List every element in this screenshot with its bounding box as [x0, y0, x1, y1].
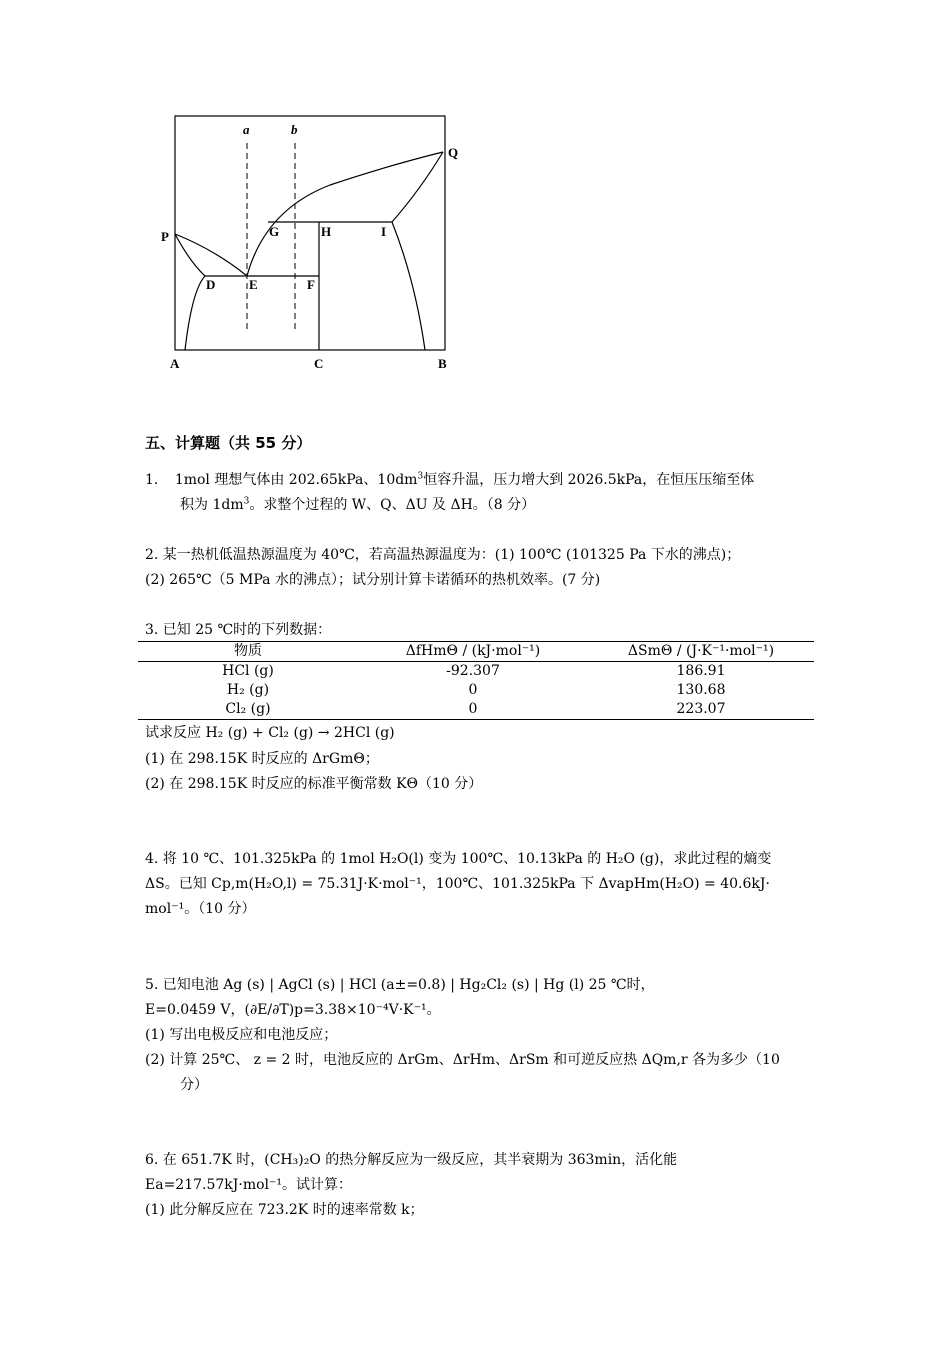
- q1-sup2: 3: [243, 496, 250, 507]
- q3-intro: 3. 已知 25 ℃时的下列数据：: [145, 622, 332, 638]
- table-header-cell: ΔSmΘ / (J·K⁻¹·mol⁻¹): [588, 642, 814, 662]
- table-row: [138, 681, 814, 700]
- q1-line2: [180, 496, 535, 514]
- table-cell: HCl (g): [222, 663, 274, 679]
- q1-number: 1.: [145, 472, 159, 488]
- q6-line1: 6. 在 651.7K 时，(CH₃)₂O 的热分解反应为一级反应，其半衰期为 363min，活化能: [145, 1152, 678, 1168]
- table-cell: 0: [468, 682, 478, 698]
- label-Q: Q: [448, 145, 459, 160]
- diagram-frame: [175, 116, 445, 350]
- label-F: F: [307, 277, 315, 292]
- table-cell: -92.307: [446, 663, 500, 679]
- curve-PE: [175, 234, 247, 276]
- q4-line1: 4. 将 10 ℃、101.325kPa 的 1mol H₂O(l) 变为 100℃、10.13kPa 的 H₂O (g)，求此过程的熵变: [145, 851, 772, 867]
- table-cell: 0: [358, 700, 588, 720]
- table-row: [138, 662, 814, 682]
- q6-line3: (1) 此分解反应在 723.2K 时的速率常数 k；: [145, 1202, 424, 1218]
- q1-text-part3: 积为 1dm: [180, 497, 244, 513]
- label-a: a: [243, 122, 250, 137]
- label-A: A: [170, 356, 180, 371]
- label-B: B: [438, 356, 447, 371]
- table-cell: 223.07: [588, 700, 814, 720]
- q3-part2: (2) 在 298.15K 时反应的标准平衡常数 KΘ（10 分）: [145, 776, 483, 792]
- q1-text-part2: 恒容升温，压力增大到 2026.5kPa，在恒压压缩至体: [423, 472, 755, 488]
- curve-QI: [392, 152, 443, 222]
- table-cell: Cl₂ (g): [138, 700, 358, 720]
- curve-EQ: [247, 152, 443, 276]
- q3-part1: (1) 在 298.15K 时反应的 ΔrGmΘ；: [145, 751, 379, 767]
- data-table: [138, 641, 814, 720]
- q5-line1: 5. 已知电池 Ag (s) | AgCl (s) | HCl (a±=0.8) | Hg₂Cl₂ (s) | Hg (l) 25 ℃时，: [145, 977, 655, 993]
- q2-line1: 2. 某一热机低温热源温度为 40℃，若高温热源温度为：(1) 100℃ (101325 Pa 下水的沸点)；: [145, 547, 741, 563]
- table-header-cell: ΔfHmΘ / (kJ·mol⁻¹): [358, 642, 588, 662]
- phase-diagram: [150, 105, 470, 385]
- table-header-cell: 物质: [138, 642, 358, 662]
- q5-line2: E=0.0459 V，(∂E/∂T)p=3.38×10⁻⁴V·K⁻¹。: [145, 1002, 441, 1018]
- q5-line4: (2) 计算 25℃、 z = 2 时，电池反应的 ΔrGm、ΔrHm、ΔrSm 和可逆反应热 ΔQm,r 各为多少（10: [145, 1052, 780, 1068]
- label-H: H: [321, 224, 332, 239]
- label-b: b: [291, 122, 298, 137]
- q4-line3: mol⁻¹。（10 分）: [145, 901, 256, 917]
- q4-line2: ΔS。已知 Cp,m(H₂O,l) = 75.31J·K·mol⁻¹，100℃、101.325kPa 下 ΔvapHm(H₂O) = 40.6kJ·: [145, 876, 770, 892]
- q5-line5: 分）: [180, 1077, 208, 1093]
- q1-line1: [145, 471, 754, 489]
- q2-line2: (2) 265℃（5 MPa 水的沸点）；试分别计算卡诺循环的热机效率。(7 分): [145, 572, 601, 588]
- table-row: [138, 700, 814, 720]
- table-cell: 186.91: [676, 663, 726, 679]
- table-cell: H₂ (g): [226, 682, 270, 698]
- label-I: I: [381, 224, 387, 239]
- q5-line3: (1) 写出电极反应和电池反应；: [145, 1027, 338, 1043]
- q3-reaction: 试求反应 H₂ (g) + Cl₂ (g) → 2HCl (g): [145, 725, 395, 741]
- table-header-row: [138, 642, 814, 662]
- label-D: D: [206, 277, 216, 292]
- q1-text-part4: 。求整个过程的 W、Q、ΔU 及 ΔH。（8 分）: [249, 497, 536, 513]
- section-title: 五、计算题（共 55 分）: [145, 434, 312, 452]
- label-P: P: [161, 229, 169, 244]
- curve-DA: [185, 276, 205, 350]
- q1-sup1: 3: [417, 471, 424, 482]
- label-E: E: [249, 277, 258, 292]
- q1-text-part1: 1mol 理想气体由 202.65kPa、10dm: [174, 472, 418, 488]
- curve-IB: [392, 222, 425, 350]
- label-C: C: [314, 356, 324, 371]
- q6-line2: Ea=217.57kJ·mol⁻¹。试计算：: [145, 1177, 353, 1193]
- label-G: G: [269, 224, 280, 239]
- table-cell: 130.68: [676, 682, 726, 698]
